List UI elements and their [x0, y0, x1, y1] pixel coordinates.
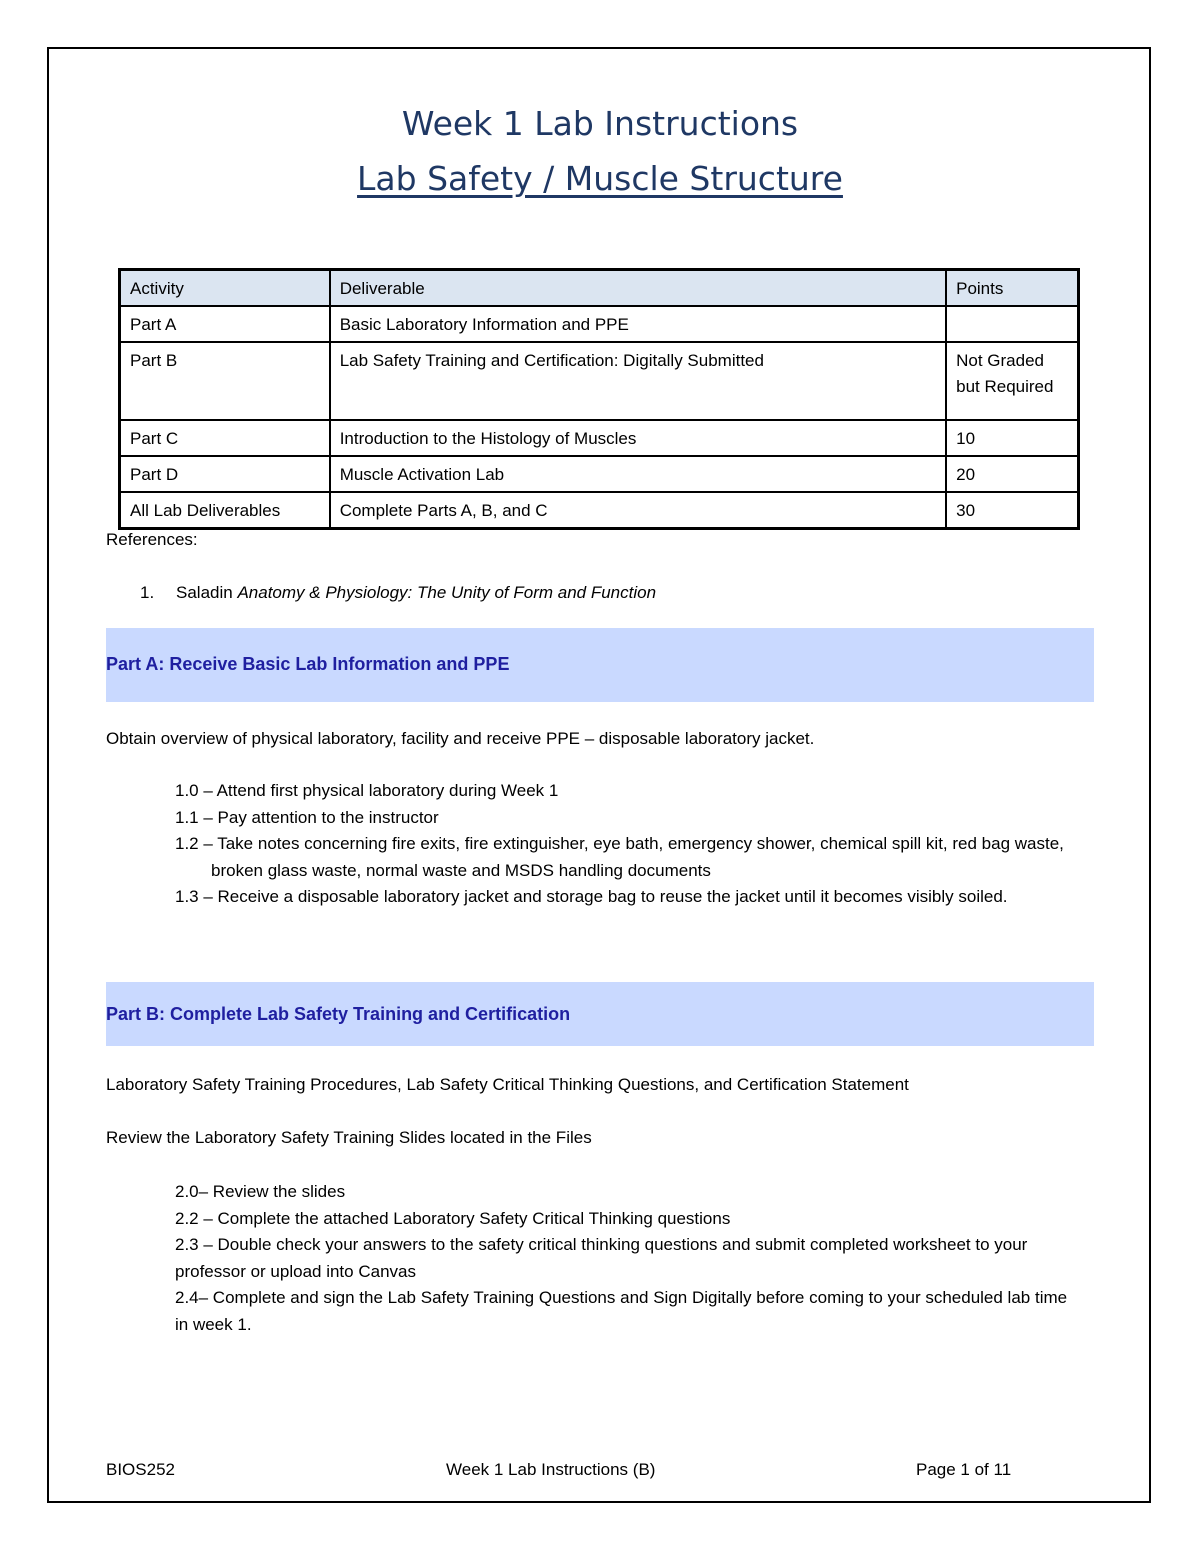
- header-deliverable: Deliverable: [330, 270, 946, 307]
- footer-doc-title: Week 1 Lab Instructions (B): [446, 1460, 656, 1479]
- footer-page-number: Page 1 of 11: [916, 1460, 1012, 1479]
- table-cell: Part C: [120, 420, 330, 456]
- list-item: 1.1 – Pay attention to the instructor: [175, 807, 439, 827]
- reference-title: Anatomy & Physiology: The Unity of Form and Function: [237, 583, 657, 602]
- table-cell: 30: [946, 492, 1078, 529]
- table-row: [120, 342, 1079, 420]
- table-cell: Part D: [120, 456, 330, 492]
- part-a-heading: Part A: Receive Basic Lab Information and PPE: [106, 654, 510, 674]
- list-item: 2.4– Complete and sign the Lab Safety Training Questions and Sign Digitally before coming to your scheduled lab time in week 1.: [175, 1288, 1068, 1334]
- table-cell: Part B: [120, 342, 330, 420]
- table-cell: Muscle Activation Lab: [330, 456, 946, 492]
- reference-author: Saladin: [176, 583, 233, 602]
- page-subtitle: Lab Safety / Muscle Structure: [357, 159, 843, 198]
- list-item: 2.2 – Complete the attached Laboratory Safety Critical Thinking questions: [175, 1208, 731, 1228]
- part-a-intro: Obtain overview of physical laboratory, facility and receive PPE – disposable laboratory jacket.: [106, 729, 815, 748]
- table-row: [120, 420, 1079, 456]
- table-cell: [946, 306, 1078, 342]
- references-label: References:: [106, 530, 198, 549]
- table-cell: Introduction to the Histology of Muscles: [330, 420, 946, 456]
- reference-number: 1.: [140, 583, 155, 602]
- table-row: [120, 456, 1079, 492]
- part-b-intro-2: Review the Laboratory Safety Training Slides located in the Files: [106, 1128, 592, 1147]
- part-b-intro-1: Laboratory Safety Training Procedures, Lab Safety Critical Thinking Questions, and Certification Statement: [106, 1075, 909, 1094]
- part-b-heading: Part B: Complete Lab Safety Training and Certification: [106, 1004, 571, 1024]
- table-cell: 10: [946, 420, 1078, 456]
- table-cell: 20: [946, 456, 1078, 492]
- table-row: [120, 492, 1079, 529]
- list-item: 1.2 – Take notes concerning fire exits, fire extinguisher, eye bath, emergency shower, chemical spill kit, red bag waste, broken glass waste, normal waste and MSDS handling documents: [175, 834, 1064, 880]
- table-cell: Complete Parts A, B, and C: [330, 492, 946, 529]
- footer-course: BIOS252: [106, 1460, 175, 1479]
- table-cell: Part A: [120, 306, 330, 342]
- part-b-steps: [175, 1179, 1080, 1338]
- table-header-row: [120, 270, 1079, 307]
- reference-item: [140, 583, 656, 603]
- table-cell: Not Graded but Required: [946, 342, 1078, 420]
- list-item: 1.3 – Receive a disposable laboratory jacket and storage bag to reuse the jacket until it becomes visibly soiled.: [175, 887, 1008, 906]
- deliverables-table: [118, 268, 1080, 530]
- part-b-heading-bar: [106, 982, 1094, 1046]
- list-item: 2.0– Review the slides: [175, 1182, 346, 1201]
- table-row: [120, 306, 1079, 342]
- part-a-steps: [175, 778, 1080, 911]
- part-a-heading-bar: [106, 628, 1094, 702]
- header-activity: Activity: [120, 270, 330, 307]
- header-points: Points: [946, 270, 1078, 307]
- page-title: Week 1 Lab Instructions: [401, 104, 799, 143]
- table-cell: Lab Safety Training and Certification: Digitally Submitted: [330, 342, 946, 420]
- table-cell: Basic Laboratory Information and PPE: [330, 306, 946, 342]
- list-item: 2.3 – Double check your answers to the safety critical thinking questions and submit completed worksheet to your professor or upload into Canvas: [175, 1235, 1028, 1281]
- table-cell: All Lab Deliverables: [120, 492, 330, 529]
- list-item: 1.0 – Attend first physical laboratory during Week 1: [175, 781, 559, 800]
